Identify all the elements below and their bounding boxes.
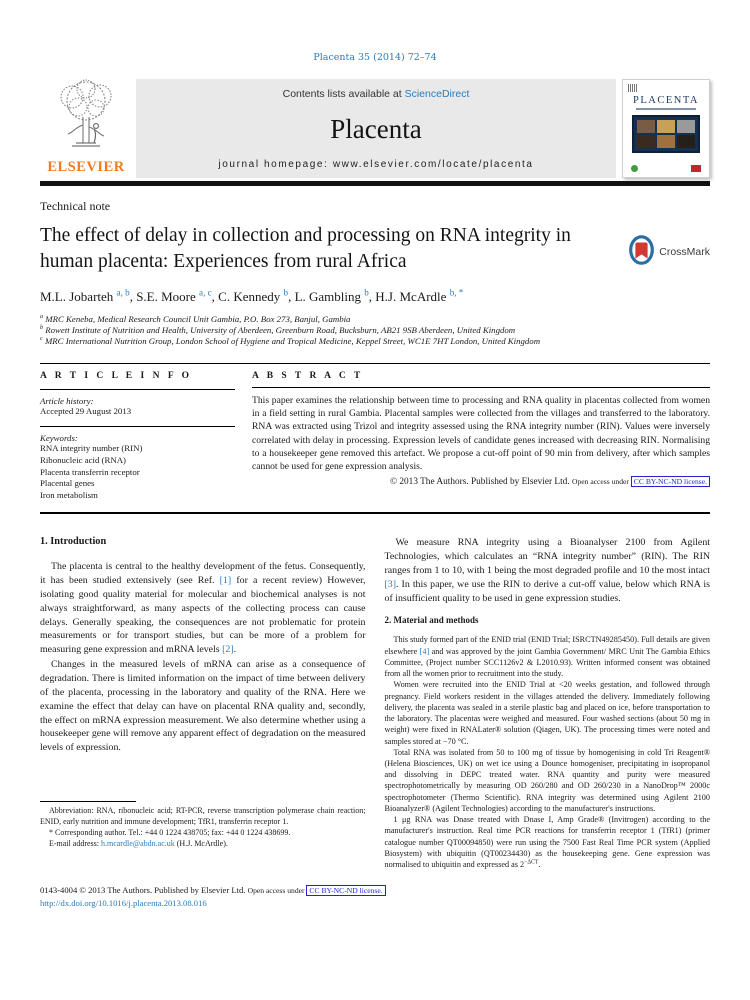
inline-link[interactable]: [3] — [384, 578, 397, 590]
text-segment: , C. Kennedy — [211, 288, 284, 304]
abstract-text: This paper examines the relationship between time to processing and RNA quality in placentas collected from women in a field setting in rural Gambia. Placental samples were collected from the villages and transferred to the laboratory. RNA was extracted using Trizol and integrity assessed using the RNA integrity number (RIN). Values were inversely correlated with delay in processing. Expression levels of candidate genes increased with decreasing RIN. Normalising to a housekeeper gene removed this artefact. We propose a cut-off point of 90 min from delivery, after which samples cannot be used for gene expression analysis. — [252, 394, 710, 473]
text-segment: , L. Gambling — [288, 288, 365, 304]
affiliation-marker: b — [40, 325, 44, 332]
body-columns — [40, 536, 710, 870]
crossmark-label: CrossMark — [659, 246, 710, 258]
cover-barcode — [628, 84, 637, 92]
authors-line — [40, 289, 710, 305]
corresponding-author-note: * Corresponding author. Tel.: +44 0 1224 438705; fax: +44 0 1224 438699. — [49, 827, 291, 837]
citation-line: Placenta 35 (2014) 72–74 — [313, 52, 437, 63]
text-segment: , H.J. McArdle — [368, 288, 450, 304]
article-info-abstract-block — [40, 363, 710, 514]
contents-prefix: Contents lists available at — [282, 88, 405, 100]
abstract-header: A B S T R A C T — [252, 370, 364, 381]
text-segment: . — [538, 860, 541, 870]
text-segment: RNA, ribonucleic acid; RT-PCR, reverse transcription polymerase chain reaction; ENID, early nutrition and immune development; TfR1, transferrin receptor 1. — [40, 806, 366, 826]
header-divider-bar — [40, 181, 710, 186]
rule — [40, 389, 235, 390]
history-value: Accepted 29 August 2013 — [40, 405, 132, 416]
crossmark-badge[interactable] — [628, 235, 710, 269]
affiliation-marker: c — [40, 336, 43, 343]
article-info-column — [40, 371, 242, 502]
affiliation-b — [40, 325, 710, 336]
keyword: RNA integrity number (RIN) — [40, 442, 143, 453]
methods-paragraph-4 — [385, 814, 711, 870]
inline-link[interactable]: CC BY-NC-ND license. — [631, 476, 710, 487]
keyword: Iron metabolism — [40, 490, 98, 501]
intro-paragraph-1 — [40, 560, 366, 657]
cover-footer — [628, 165, 704, 173]
text-segment: Open access under — [571, 477, 631, 487]
cover-title: PLACENTA — [633, 95, 699, 106]
doi-link[interactable]: http://dx.doi.org/10.1016/j.placenta.2013.08.016 — [40, 898, 207, 909]
journal-cover-thumbnail[interactable] — [622, 79, 710, 178]
text-segment: for a recent review) However, isolating good quality material for molecular and biochemical analyses is not always straightforward, as many aspects of the collecting process can cause delays. Generally speaking, the consequences are not problematic for protein measurements or for transport studies, but can be more of a problem for measuring gene expression and mRNA levels — [40, 575, 366, 656]
keywords-label: Keywords: — [40, 432, 78, 443]
text-segment: E-mail address: — [49, 838, 99, 848]
keyword: Ribonucleic acid (RNA) — [40, 454, 126, 465]
text-segment: M.L. Jobarteh — [40, 288, 117, 304]
section-heading-introduction: 1. Introduction — [40, 536, 107, 548]
inline-link[interactable]: [2] — [222, 644, 234, 656]
intro-paragraph-3 — [385, 536, 711, 605]
text-segment: b — [283, 287, 289, 298]
elsevier-logo[interactable] — [40, 79, 132, 178]
text-segment: 1 μg RNA was Dnase treated with Dnase I, Amp Grade® (Invitrogen) according to the manufacturer's instruction. Real time PCR reactions for transferrin receptor 1 (TfR1) (primer catalogue number QT00094850) were run using the 7500 Fast Real Time PCR system (Applied Biosystem) with ubiquitin (QT00234430) as the housekeeping gene. Gene expression was normalised to ubiquitin and expressed as 2 — [384, 815, 710, 870]
text-segment: a, b — [116, 287, 130, 298]
journal-title: Placenta — [330, 114, 422, 144]
contents-line — [142, 88, 610, 100]
affiliation-text: Rowett Institute of Nutrition and Health, University of Aberdeen, Greenburn Road, Bucksburn, AB21 9SB Aberdeen, United Kingdom — [45, 325, 516, 336]
section-heading-methods: 2. Material and methods — [384, 615, 479, 626]
footnote-rule — [40, 801, 136, 802]
inline-link[interactable]: [4] — [419, 646, 430, 656]
text-segment: b, * — [449, 287, 464, 298]
text-segment: −ΔCT — [524, 859, 539, 866]
cover-subtitle-rule — [636, 108, 696, 110]
cover-logo-red — [691, 165, 701, 172]
page-footer — [40, 884, 710, 910]
issn-copyright-line — [40, 884, 710, 897]
affiliation-marker: a — [40, 313, 44, 320]
affiliations — [40, 314, 710, 348]
journal-banner — [136, 79, 616, 178]
text-segment: We measure RNA integrity using a Bioanalyser 2100 from Agilent Technologies, which calculates an “RNA integrity number” (RIN). The RIN ranges from 1 to 10, with 1 being the most degraded profile and 10 the most intact — [384, 537, 710, 576]
affiliation-a — [40, 314, 710, 325]
affiliation-text: MRC International Nutrition Group, London School of Hygiene and Tropical Medicine, Keppel Street, WC1E 7HT London, United Kingdom — [44, 336, 541, 347]
text-segment: and was approved by the joint Gambia Government/ MRC Unit The Gambia Ethics Committee, (Project number SCC1126v2 & L2010.93). Written informed consent was obtained from all the women prior to recruitment into the study. — [384, 646, 710, 679]
masthead-banner — [40, 79, 710, 178]
article-info-header: A R T I C L E I N F O — [40, 370, 193, 381]
left-column — [40, 536, 366, 870]
keyword: Placenta transferrin receptor — [40, 466, 140, 477]
text-segment: © 2013 The Authors. Published by Elsevier Ltd. — [389, 477, 572, 488]
crossmark-icon — [628, 234, 655, 271]
footnote-block — [40, 801, 366, 849]
inline-link[interactable]: CC BY-NC-ND license. — [306, 885, 385, 896]
methods-paragraph-2: Women were recruited into the ENID Trial at <20 weeks gestation, and followed through pregnancy. Field workers resident in the villages attended the delivery. Immediately following delivery, the placenta was sealed in a sterile plastic bag and placed on ice, before transportation to the laboratory. The placentas were weighed and measured. Four washed sections (about 50 mg in weight) were fixed in RNALater® solution (Qiagen, UK). The processing times were noted and samples stored at −70 °C. — [384, 680, 710, 746]
text-segment: a, c — [199, 287, 212, 298]
text-segment: Open access under — [247, 886, 307, 896]
email-note — [40, 839, 366, 850]
history-label: Article history: — [40, 395, 94, 406]
affiliation-text: MRC Keneba, Medical Research Council Unit Gambia, P.O. Box 273, Banjul, Gambia — [45, 313, 351, 324]
affiliation-c — [40, 336, 710, 347]
abstract-copyright — [252, 477, 710, 487]
cover-publisher-dot — [631, 165, 638, 172]
intro-paragraph-2: Changes in the measured levels of mRNA can arise as a consequence of degradation. There is limited information on the impact of time between delivery of the placenta, processing in the laboratory and quality of the RNA. Here we examine the effect that delay can have on placental RNA quality and, secondly, the effect on mRNA expression measurement. We also determine whether using a housekeeper gene will remove any apparent effect of degradation on the measured levels of expression. — [40, 659, 366, 754]
text-segment: (H.J. McArdle). — [174, 838, 228, 848]
methods-paragraph-1 — [385, 634, 711, 679]
elsevier-wordmark: ELSEVIER — [47, 159, 125, 175]
elsevier-tree-icon — [50, 77, 122, 158]
rule — [40, 426, 235, 427]
methods-paragraph-3: Total RNA was isolated from 50 to 100 mg of tissue by homogenising in cold Tri Reagent® (Helena Biosciences, UK) on wet ice using a Dounce homogeniser, precipitating in isopropanol and dissolving in DEPC treated water. RNA quantity and purity were measured spectrophotometrically by measuring OD 260/280 and OD 260/230 in a NanoDrop™ 2000c spectrophotometer (Thermo Scientific). RNA integrity was determined using Agilent 2100 Bioanalyzer® (Agilent Technologies) according to the manufacturer's instructions. — [384, 747, 710, 813]
text-segment: b — [364, 287, 369, 298]
text-segment: 0143-4004 © 2013 The Authors. Published by Elsevier Ltd. — [40, 885, 248, 896]
text-segment: Abbreviation: — [49, 806, 94, 816]
inline-link[interactable]: h.mcardle@abdn.ac.uk — [100, 838, 175, 848]
cover-image-grid — [632, 115, 700, 153]
text-segment: , S.E. Moore — [129, 288, 200, 304]
journal-homepage-link[interactable]: journal homepage: www.elsevier.com/locate/placenta — [218, 159, 534, 170]
text-segment: . — [233, 644, 237, 656]
sciencedirect-link[interactable]: ScienceDirect — [404, 88, 470, 100]
text-segment: This study formed part of the ENID trial (ENID Trial; ISRCTN49285450). Full details are given elsewhere — [384, 635, 710, 656]
abbreviations-note — [40, 806, 366, 828]
abstract-column — [242, 371, 710, 502]
keyword: Placental genes — [40, 478, 95, 489]
rule — [252, 387, 710, 388]
title-row — [40, 223, 710, 276]
article-type-label: Technical note — [40, 199, 111, 213]
text-segment: . In this paper, we use the RIN to derive a cut-off value, below which RNA is of insufficient quality to be used in gene expression studies. — [384, 578, 710, 604]
article-title: The effect of delay in collection and processing on RNA integrity in human placenta: Experiences from rural Africa — [40, 225, 571, 273]
right-column — [385, 536, 711, 870]
text-segment: The placenta is central to the healthy development of the fetus. Consequently, it has been studied extensively (see Ref. — [40, 561, 366, 586]
inline-link[interactable]: [1] — [219, 575, 232, 586]
